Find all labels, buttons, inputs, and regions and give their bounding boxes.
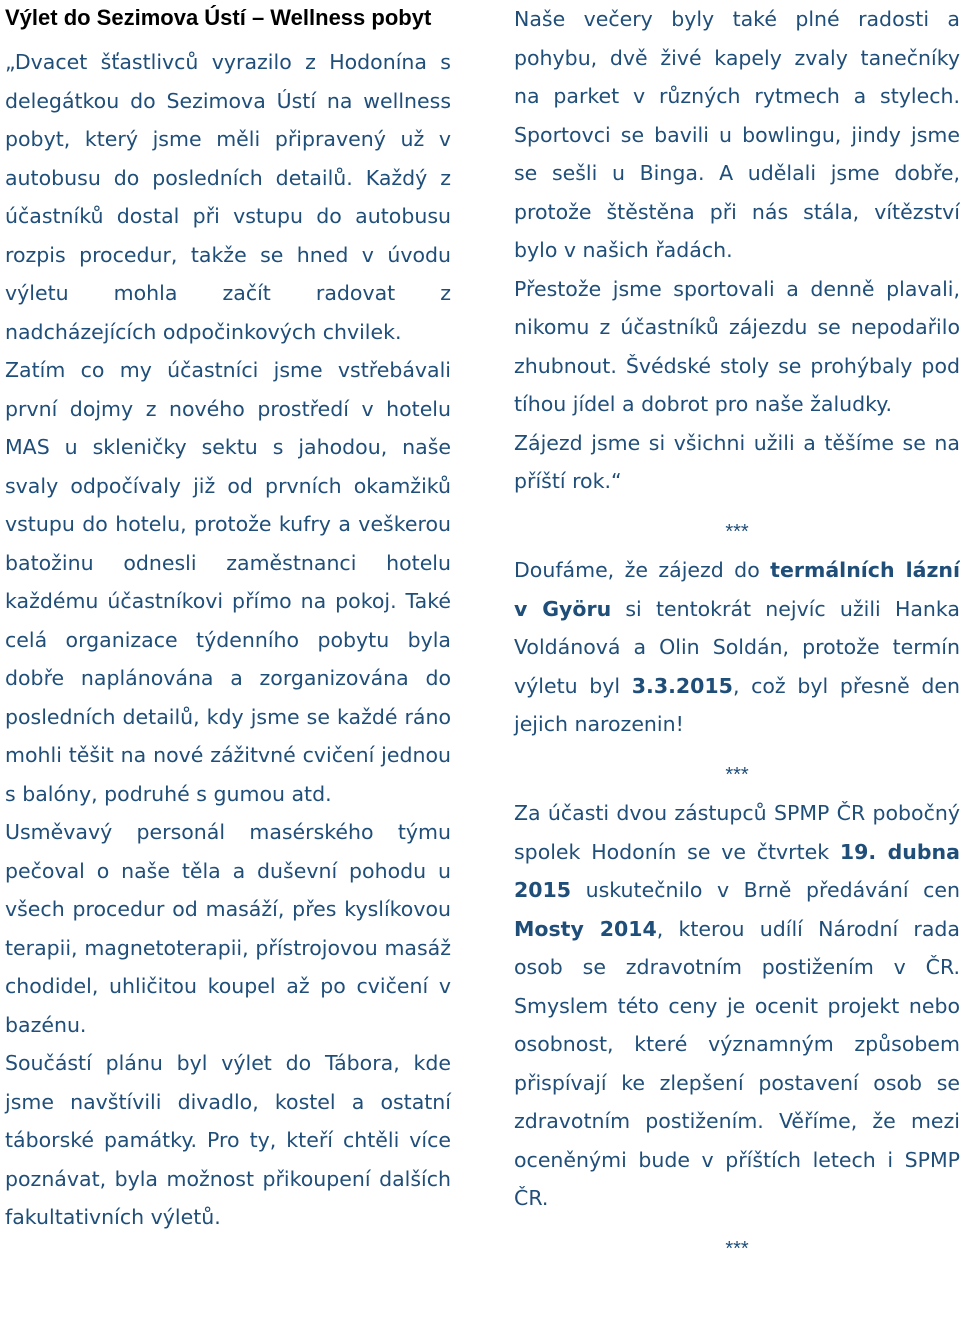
- paragraph-closing: Zájezd jsme si všichni užili a těšíme se na příští rok.“: [514, 430, 960, 493]
- paragraph-evenings: Naše večery byly také plné radosti a pohybu, dvě živé kapely zvaly tanečníky na parket v různých rytmech a stylech. Sportovci se bavili u bowlingu, jindy jsme se sešli u Binga. A udělali jsme dobře, protože štěstěna při nás stála, vítězství bylo v našich řadách.: [514, 7, 960, 262]
- right-column: [514, 0, 960, 1268]
- paragraph-hotel: Zatím co my účastníci jsme vstřebávali první dojmy z nového prostředí v hotelu MAS u skleničky sektu s jahodou, naše svaly odpočívaly již od prvních okamžiků vstupu do hotelu, protože kufry a veškerou batožinu odnesli zaměstnanci hotelu každému účastníkovi přímo na pokoj. Také celá organizace týdenního pobytu byla dobře naplánována a zorganizována do posledních detailů, kdy jsme se každé ráno mohli těšit na nové zážitvné cvičení jednou s balóny, podruhé s gumou atd.: [5, 358, 451, 806]
- paragraph-gyor: [514, 551, 960, 744]
- award-text-1: Za účasti dvou zástupců SPMP ČR pobočný spolek Hodonín se ve čtvrtek: [514, 801, 960, 864]
- separator-stars: ***: [725, 1237, 749, 1260]
- gyor-date: 3.3.2015: [631, 673, 733, 698]
- award-text-3: , kterou udílí Národní rada osob se zdravotním postižením v ČR. Smyslem této ceny je ocenit projekt nebo osobnost, které významným způsobem přispívají ke zlepšení postavení osob se zdravotním postižením. Věříme, že mezi oceněnými bude v příštích letech i SPMP ČR.: [514, 916, 960, 1210]
- paragraph-award: [514, 794, 960, 1218]
- paragraph-trip: Součástí plánu byl výlet do Tábora, kde jsme navštívili divadlo, kostel a ostatní táborské památky. Pro ty, kteří chtěli více poznávat, byla možnost přikoupení dalších fakultativních výletů.: [5, 1051, 451, 1229]
- award-name: Mosty 2014: [514, 916, 657, 941]
- gyor-text-1: Doufáme, že zájezd do: [514, 558, 771, 582]
- article-title-block: [5, 0, 451, 43]
- gyor-spa-name: termálních lázní v Györu: [514, 558, 960, 621]
- award-text-2: uskutečnilo v Brně předávání cen: [571, 878, 960, 902]
- gyor-text-3: , což byl přesně den jejich narozenin!: [514, 673, 960, 736]
- award-date: 19. dubna 2015: [514, 839, 960, 902]
- paragraph-food: Přestože jsme sportovali a denně plavali, nikomu z účastníků zájezdu se nepodařilo zhubnout. Švédské stoly se prohýbaly pod tíhou jídel a dobrot pro naše žaludky.: [514, 276, 960, 416]
- separator-stars: ***: [725, 520, 749, 543]
- article-title: Výlet do Sezimova Ústí – Wellness pobyt: [5, 5, 432, 30]
- paragraph-intro: „Dvacet šťastlivců vyrazilo z Hodonína s delegátkou do Sezimova Ústí na wellness pobyt, který jsme měli připravený už v autobusu do posledních detailů. Každý z účastníků dostal při vstupu do autobusu rozpis procedur, takže se hned v úvodu výletu mohla začít radovat z nadcházejících odpočinkových chvilek.: [5, 50, 451, 344]
- paragraph-staff: Usměvavý personál masérského týmu pečoval o naše těla a duševní pohodu u všech procedur od masáží, přes kyslíkovou terapii, magnetoterapii, přístrojovou masáž chodidel, uhličitou koupel až po cvičení v bazénu.: [5, 820, 451, 1037]
- separator-stars: ***: [725, 763, 749, 786]
- gyor-text-2: si tentokrát nejvíc užili Hanka Voldánová a Olin Soldán, protože termín výletu byl: [514, 596, 960, 698]
- left-column: [5, 0, 451, 1237]
